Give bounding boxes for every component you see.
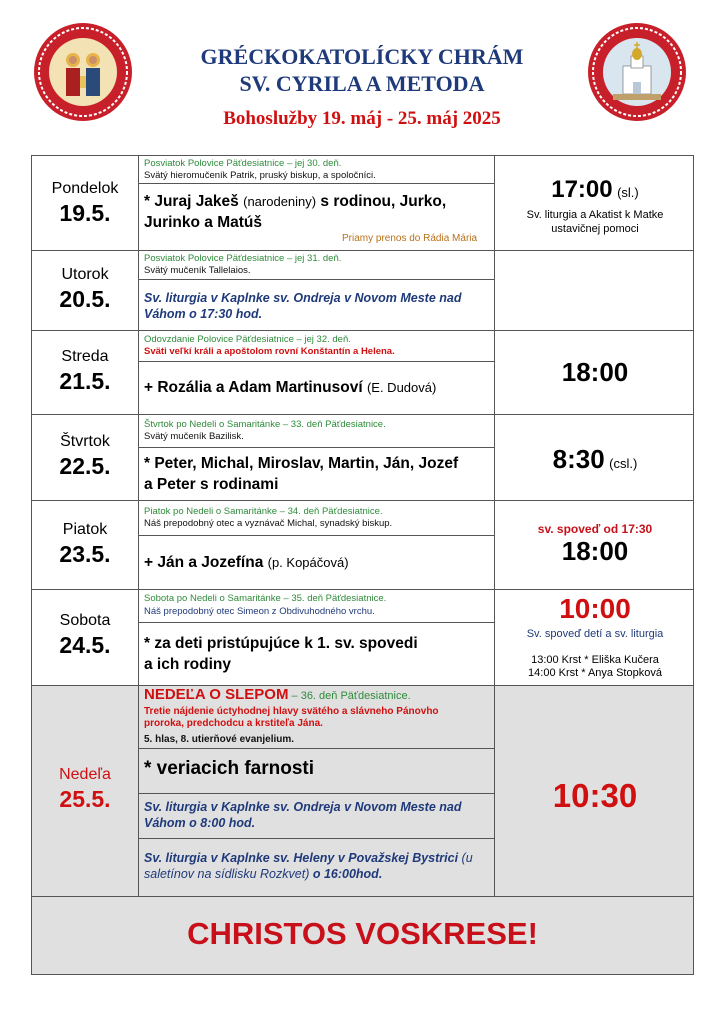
intention-sun: * veriacich farnosti (144, 758, 315, 779)
time-sat: 10:00 (559, 593, 631, 624)
day-name-fri: Piatok (62, 521, 108, 538)
intention-mon: * Juraj Jakeš (narodeniny) s rodinou, Jurko, (144, 193, 447, 210)
day-date-sun: 25.5. (59, 786, 111, 812)
service-sun-1: Sv. liturgia v Kaplnke sv. Ondreja v Novom Meste nad Váhom o 8:00 hod. (144, 800, 462, 830)
time-note-mon: Sv. liturgia a Akatist k Matke ustavičnej pomoci (526, 209, 664, 235)
baptism-1: 13:00 Krst * Eliška Kučera (531, 654, 659, 666)
feast-sat-1: Sobota po Nedeli o Samaritánke – 35. deň Päťdesiatnice. (144, 593, 387, 604)
day-name-sun: Nedeľa (59, 766, 111, 783)
day-date-fri: 23.5. (59, 541, 111, 567)
church-title: GRÉCKOKATOLÍCKY CHRÁM (200, 44, 524, 69)
intention-sat-2: a ich rodiny (144, 656, 231, 673)
feast-sun-title: NEDEĽA O SLEPOM – 36. deň Päťdesiatnice. (144, 686, 411, 703)
intention-fri: + Ján a Jozefína (p. Kopáčová) (144, 554, 349, 571)
church-logo (587, 22, 687, 122)
day-date-mon: 19.5. (59, 200, 111, 226)
feast-mon-1: Posviatok Polovice Päťdesiatnice – jej 30. deň. (144, 158, 342, 169)
schedule-table (31, 155, 694, 975)
intention-sat: * za deti pristúpujúce k 1. sv. spovedi (144, 635, 418, 652)
day-date-thu: 22.5. (59, 453, 111, 479)
confession-fri: sv. spoveď od 17:30 (537, 522, 653, 536)
day-name-sat: Sobota (59, 612, 111, 629)
day-name-wed: Streda (61, 348, 109, 365)
church-name: SV. CYRILA A METODA (239, 71, 485, 96)
saints-icon-logo (33, 22, 133, 122)
feast-thu-2: Svätý mučeník Bazilisk. (144, 431, 244, 442)
day-date-wed: 21.5. (59, 368, 111, 394)
feast-sun-4: 5. hlas, 8. utierňové evanjelium. (144, 734, 295, 745)
intention-thu: * Peter, Michal, Miroslav, Martin, Ján, Jozef (144, 455, 459, 472)
day-date-tue: 20.5. (59, 286, 111, 312)
feast-wed-2: Sväti veľkí králi a apoštolom rovní Konštantín a Helena. (144, 346, 395, 357)
schedule-subtitle: Bohoslužby 19. máj - 25. máj 2025 (223, 108, 501, 129)
intention-mon-2: Jurinko a Matúš (144, 214, 262, 231)
christos-voskrese: CHRISTOS VOSKRESE! (187, 916, 538, 951)
intention-thu-2: a Peter s rodinami (144, 476, 279, 493)
time-fri: 18:00 (561, 536, 629, 566)
feast-tue-1: Posviatok Polovice Päťdesiatnice – jej 31. deň. (144, 253, 342, 264)
baptism-2: 14:00 Krst * Anya Stopková (528, 667, 662, 679)
time-wed: 18:00 (561, 357, 629, 387)
day-name-thu: Štvrtok (60, 433, 110, 450)
service-sun-2: Sv. liturgia v Kaplnke sv. Heleny v Považskej Bystrici (u saletínov na sídlisku Rozkvet) o 16:00hod. (144, 851, 473, 881)
radio-note: Priamy prenos do Rádia Mária (342, 233, 478, 244)
feast-tue-2: Svätý mučeník Tallelaios. (144, 265, 251, 276)
day-date-sat: 24.5. (59, 632, 111, 658)
feast-mon-2: Svätý hieromučeník Patrik, pruský biskup, a spoločníci. (144, 170, 376, 181)
feast-sun-2: Tretie nájdenie úctyhodnej hlavy svätého a slávneho Pánovho (144, 706, 439, 717)
feast-fri-1: Piatok po Nedeli o Samaritánke – 34. deň Päťdesiatnice. (144, 506, 383, 517)
time-sun: 10:30 (552, 777, 638, 814)
day-name-tue: Utorok (61, 266, 109, 283)
feast-sun-3: proroka, predchodcu a krstiteľa Jána. (144, 718, 323, 729)
time-note-sat: Sv. spoveď detí a sv. liturgia (526, 628, 664, 640)
service-tue: Sv. liturgia v Kaplnke sv. Ondreja v Novom Meste nad Váhom o 17:30 hod. (144, 291, 462, 321)
feast-wed-1: Odovzdanie Polovice Päťdesiatnice – jej 32. deň. (144, 334, 351, 345)
day-name-mon: Pondelok (51, 180, 119, 197)
feast-sat-2: Náš prepodobný otec Simeon z Obdivuhodného vrchu. (144, 606, 375, 617)
intention-wed: + Rozália a Adam Martinusoví (E. Dudová) (144, 379, 437, 396)
feast-thu-1: Štvrtok po Nedeli o Samaritánke – 33. deň Päťdesiatnice. (144, 419, 386, 430)
time-mon: 17:00 (sl.) (551, 176, 639, 203)
time-thu: 8:30 (csl.) (552, 444, 638, 474)
feast-fri-2: Náš prepodobný otec a vyznávač Michal, synadský biskup. (144, 518, 393, 529)
